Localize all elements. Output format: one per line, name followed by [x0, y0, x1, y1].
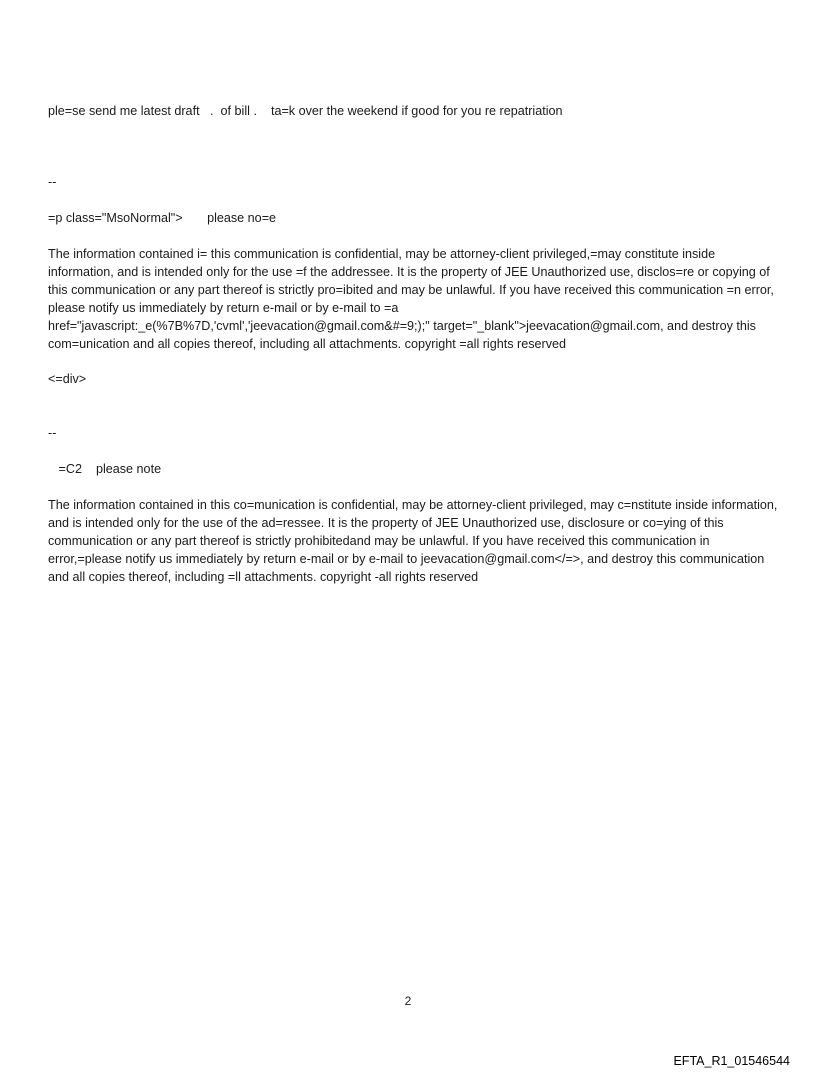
- disclaimer-paragraph: The information contained i= this communication is confidential, may be attorney-client privileged,=may constitute inside information, and is intended only for the use =f the addressee. It is the property of JEE Unauthorized use, disclos=re or copying of this communication or any part thereof is strictly pro=ibited and may be unlawful. If you have received this communication =n error, please notify us immediately by return e-mail or by e-mail to =a href="javascript:_e(%7B%7D,'cvml','jeevacation@gmail.com&#=9;);" target="_blank">jeevacation@gmail.com, and destroy this com=unication and all copies thereof, including all attachments. copyright =all rights reserved: [48, 247, 774, 351]
- message-line: ple=se send me latest draft . of bill . ta=k over the weekend if good for you re repatriation: [48, 104, 563, 118]
- separator-line: --: [48, 175, 57, 189]
- note-line: =C2 please note: [48, 462, 162, 476]
- html-fragment-line: =p class="MsoNormal"> please no=e: [48, 211, 277, 225]
- disclaimer-paragraph: The information contained in this co=munication is confidential, may be attorney-client privileged, may c=nstitute inside information, and is intended only for the use of the ad=ressee. It is the property of JEE Unauthorized use, disclosure or co=ying of this communication or any part thereof is strictly prohibitedand may be unlawful. If you have received this communication in error,=please notify us immediately by return e-mail or by e-mail to jeevacation@gmail.com</=>, and destroy this communication and all copies thereof, including =ll attachments. copyright -all rights reserved: [48, 498, 778, 584]
- separator-line: --: [48, 426, 57, 440]
- document-id: EFTA_R1_01546544: [673, 1054, 790, 1068]
- html-fragment-line: <=div>: [48, 372, 87, 386]
- page-number: 2: [404, 994, 412, 1008]
